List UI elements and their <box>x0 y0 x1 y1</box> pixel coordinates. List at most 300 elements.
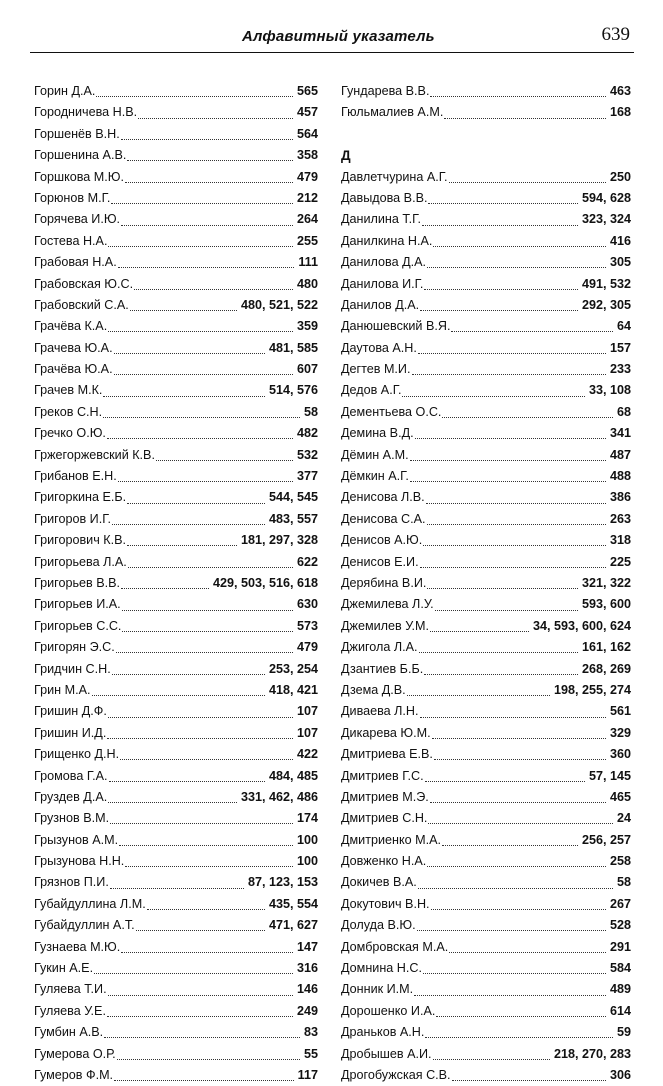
index-entry <box>341 958 631 979</box>
dot-leader <box>128 567 293 568</box>
entry-name: Григорьева Л.А. <box>34 554 127 569</box>
index-entry <box>341 680 631 701</box>
entry-name: Дикарева Ю.М. <box>341 725 431 740</box>
index-entry <box>34 1022 318 1043</box>
entry-name: Грачев М.К. <box>34 383 103 398</box>
dot-leader <box>402 396 584 397</box>
entry-pages: 268, 269 <box>581 661 631 676</box>
index-entry <box>341 530 631 551</box>
dot-leader <box>432 738 606 739</box>
entry-name: Громова Г.А. <box>34 768 108 783</box>
entry-pages: 358 <box>296 148 318 163</box>
entry-pages: 331, 462, 486 <box>240 789 318 804</box>
index-entry <box>341 167 631 188</box>
entry-name: Горшенина А.В. <box>34 148 127 163</box>
entry-pages: 255 <box>296 233 318 248</box>
index-entry <box>341 1022 631 1043</box>
dot-leader <box>431 909 606 910</box>
entry-pages: 305 <box>609 255 631 270</box>
dot-leader <box>104 1037 300 1038</box>
right-index-column <box>341 81 631 1086</box>
entry-name: Дедов А.Г. <box>341 383 402 398</box>
entry-name: Данилкина Н.А. <box>341 233 433 248</box>
dot-leader <box>127 160 293 161</box>
index-entry <box>341 1065 631 1086</box>
dot-leader <box>422 225 578 226</box>
entry-pages: 168 <box>609 105 631 120</box>
index-entry <box>34 744 318 765</box>
entry-name: Гуляева Т.И. <box>34 982 107 997</box>
entry-pages: 532 <box>296 447 318 462</box>
entry-pages: 256, 257 <box>581 832 631 847</box>
index-entry <box>341 380 631 401</box>
entry-pages: 107 <box>296 704 318 719</box>
entry-name: Дмитриев С.Н. <box>341 811 428 826</box>
entry-name: Гржегоржевский К.В. <box>34 447 155 462</box>
entry-pages: 622 <box>296 554 318 569</box>
entry-pages: 489 <box>609 982 631 997</box>
index-entry <box>341 1044 631 1065</box>
index-entry <box>341 252 631 273</box>
dot-leader <box>424 289 578 290</box>
entry-name: Гришин И.Д. <box>34 725 107 740</box>
entry-name: Дмитриев М.Э. <box>341 789 429 804</box>
dot-leader <box>119 845 293 846</box>
entry-pages: 607 <box>296 362 318 377</box>
entry-name: Губайдуллин А.Т. <box>34 918 135 933</box>
index-entry <box>34 209 318 230</box>
dot-leader <box>412 374 606 375</box>
entry-pages: 146 <box>296 982 318 997</box>
entry-name: Грачёва К.А. <box>34 319 108 334</box>
entry-name: Гуляева У.Е. <box>34 1003 106 1018</box>
dot-leader <box>112 524 265 525</box>
entry-name: Григорьев В.В. <box>34 575 121 590</box>
index-entry <box>34 723 318 744</box>
dot-leader <box>121 225 293 226</box>
index-entry <box>34 124 318 145</box>
index-entry <box>341 915 631 936</box>
dot-leader <box>434 759 606 760</box>
entry-name: Грачева Ю.А. <box>34 340 113 355</box>
index-entry <box>341 637 631 658</box>
index-entry <box>34 445 318 466</box>
dot-leader <box>108 995 293 996</box>
entry-name: Горячева И.Ю. <box>34 212 121 227</box>
entry-name: Довженко Н.А. <box>341 854 427 869</box>
entry-name: Джигола Л.А. <box>341 640 418 655</box>
index-entry <box>34 594 318 615</box>
entry-name: Денисова С.А. <box>341 511 426 526</box>
dot-leader <box>449 952 606 953</box>
entry-pages: 107 <box>296 725 318 740</box>
entry-pages: 435, 554 <box>268 896 318 911</box>
entry-pages: 329 <box>609 725 631 740</box>
entry-pages: 33, 108 <box>588 383 631 398</box>
entry-pages: 87, 123, 153 <box>247 875 318 890</box>
dot-leader <box>410 460 606 461</box>
section-gap <box>341 124 631 145</box>
dot-leader <box>94 973 293 974</box>
entry-name: Горшенёв В.Н. <box>34 126 120 141</box>
dot-leader <box>407 695 550 696</box>
entry-pages: 258 <box>609 854 631 869</box>
entry-pages: 565 <box>296 84 318 98</box>
entry-pages: 212 <box>296 190 318 205</box>
dot-leader <box>423 545 606 546</box>
index-entry <box>341 445 631 466</box>
index-entry <box>341 937 631 958</box>
index-entry <box>341 509 631 530</box>
index-entry <box>341 231 631 252</box>
dot-leader <box>108 802 237 803</box>
index-entry <box>34 851 318 872</box>
entry-name: Дмитриева Е.В. <box>341 747 433 762</box>
entry-name: Данилов Д.А. <box>341 297 420 312</box>
entry-name: Домбровская М.А. <box>341 939 449 954</box>
entry-pages: 457 <box>296 105 318 120</box>
entry-name: Дёмкин А.Г. <box>341 469 409 484</box>
index-entry <box>34 252 318 273</box>
index-entry <box>34 937 318 958</box>
entry-name: Дорошенко И.А. <box>341 1003 436 1018</box>
entry-name: Данилова Д.А. <box>341 255 426 270</box>
entry-name: Губайдуллина Л.М. <box>34 896 146 911</box>
entry-pages: 83 <box>303 1025 318 1040</box>
dot-leader <box>426 503 606 504</box>
dot-leader <box>419 652 578 653</box>
dot-leader <box>116 652 293 653</box>
entry-pages: 267 <box>609 896 631 911</box>
entry-name: Дегтев М.И. <box>341 362 411 377</box>
entry-pages: 318 <box>609 533 631 548</box>
entry-name: Гришин Д.Ф. <box>34 704 107 719</box>
index-entry <box>34 145 318 166</box>
index-entry <box>34 680 318 701</box>
entry-name: Докичев В.А. <box>341 875 417 890</box>
dot-leader <box>108 331 293 332</box>
dot-leader <box>436 1016 606 1017</box>
entry-name: Донник И.М. <box>341 982 414 997</box>
entry-name: Грищенко Д.Н. <box>34 747 120 762</box>
index-entry <box>34 616 318 637</box>
entry-name: Грабовская Ю.С. <box>34 276 134 291</box>
index-entry <box>34 1065 318 1086</box>
entry-name: Долуда В.Ю. <box>341 918 416 933</box>
index-entry <box>34 659 318 680</box>
index-entry <box>34 787 318 808</box>
dot-leader <box>430 802 606 803</box>
entry-pages: 34, 593, 600, 624 <box>532 618 631 633</box>
entry-name: Гумеров Ф.М. <box>34 1067 114 1082</box>
entry-name: Данилова И.Г. <box>341 276 424 291</box>
index-entry <box>34 766 318 787</box>
index-entry <box>341 830 631 851</box>
entry-name: Гюльмалиев А.М. <box>341 105 444 120</box>
index-entry <box>341 552 631 573</box>
entry-pages: 157 <box>609 340 631 355</box>
entry-pages: 418, 421 <box>268 682 318 697</box>
index-entry <box>34 530 318 551</box>
entry-pages: 58 <box>616 875 631 890</box>
dot-leader <box>103 417 300 418</box>
dot-leader <box>92 695 265 696</box>
entry-pages: 544, 545 <box>268 490 318 505</box>
index-entry <box>341 295 631 316</box>
index-entry <box>34 509 318 530</box>
index-entry <box>341 723 631 744</box>
dot-leader <box>118 481 293 482</box>
dot-leader <box>130 310 237 311</box>
right-top-entries <box>341 81 631 124</box>
dot-leader <box>118 267 295 268</box>
dot-leader <box>433 246 606 247</box>
entry-name: Гречко О.Ю. <box>34 426 106 441</box>
entry-pages: 564 <box>296 126 318 141</box>
index-entry <box>34 872 318 893</box>
entry-name: Горшкова М.Ю. <box>34 169 125 184</box>
entry-pages: 58 <box>303 404 318 419</box>
entry-pages: 341 <box>609 426 631 441</box>
index-entry <box>341 188 631 209</box>
index-entry <box>341 466 631 487</box>
entry-pages: 479 <box>296 169 318 184</box>
index-entry <box>341 787 631 808</box>
entry-pages: 614 <box>609 1003 631 1018</box>
entry-name: Дмитриев Г.С. <box>341 768 424 783</box>
entry-pages: 147 <box>296 939 318 954</box>
index-entry <box>341 851 631 872</box>
entry-pages: 471, 627 <box>268 918 318 933</box>
entry-name: Данилина Т.Г. <box>341 212 421 227</box>
index-entry <box>341 274 631 295</box>
dot-leader <box>108 717 293 718</box>
entry-pages: 573 <box>296 618 318 633</box>
dot-leader <box>107 738 293 739</box>
entry-name: Даутова А.Н. <box>341 340 417 355</box>
entry-pages: 561 <box>609 704 631 719</box>
entry-pages: 292, 305 <box>581 297 631 312</box>
entry-name: Грызунова Н.Н. <box>34 854 125 869</box>
entry-pages: 253, 254 <box>268 661 318 676</box>
dot-leader <box>423 973 606 974</box>
dot-leader <box>420 717 606 718</box>
dot-leader <box>418 353 606 354</box>
entry-pages: 479 <box>296 640 318 655</box>
entry-pages: 481, 585 <box>268 340 318 355</box>
index-entry <box>34 915 318 936</box>
dot-leader <box>114 374 293 375</box>
index-entry <box>34 188 318 209</box>
dot-leader <box>127 545 237 546</box>
index-entry <box>341 359 631 380</box>
index-entry <box>34 402 318 423</box>
entry-name: Гукин А.Е. <box>34 961 94 976</box>
entry-pages: 68 <box>616 404 631 419</box>
dot-leader <box>414 995 606 996</box>
dot-leader <box>442 845 578 846</box>
index-entry <box>34 1001 318 1022</box>
page-number: 639 <box>601 24 630 45</box>
entry-pages: 465 <box>609 789 631 804</box>
entry-name: Диваева Л.Н. <box>341 704 419 719</box>
dot-leader <box>427 588 578 589</box>
index-entry <box>34 274 318 295</box>
entry-pages: 360 <box>609 747 631 762</box>
entry-pages: 593, 600 <box>581 597 631 612</box>
index-entry <box>341 744 631 765</box>
index-entry <box>341 402 631 423</box>
entry-name: Грузнов В.М. <box>34 811 110 826</box>
entry-pages: 24 <box>616 811 631 826</box>
dot-leader <box>121 588 209 589</box>
index-entry <box>341 316 631 337</box>
entry-name: Денисов Е.И. <box>341 554 419 569</box>
entry-pages: 483, 557 <box>268 511 318 526</box>
dot-leader <box>435 610 578 611</box>
entry-pages: 181, 297, 328 <box>240 533 318 548</box>
entry-name: Гузнаева М.Ю. <box>34 939 121 954</box>
dot-leader <box>427 267 606 268</box>
index-entry <box>341 616 631 637</box>
right-main-entries <box>341 167 631 1086</box>
entry-name: Григоркина Е.Б. <box>34 490 127 505</box>
entry-name: Денисов А.Ю. <box>341 533 423 548</box>
index-entry <box>34 81 318 102</box>
entry-pages: 161, 162 <box>581 640 631 655</box>
entry-pages: 484, 485 <box>268 768 318 783</box>
entry-pages: 491, 532 <box>581 276 631 291</box>
dot-leader <box>122 610 293 611</box>
entry-pages: 488 <box>609 469 631 484</box>
entry-name: Григоров И.Г. <box>34 511 112 526</box>
entry-pages: 359 <box>296 319 318 334</box>
entry-pages: 64 <box>616 319 631 334</box>
index-entry <box>341 81 631 102</box>
entry-pages: 377 <box>296 469 318 484</box>
entry-name: Джемилева Л.У. <box>341 597 434 612</box>
dot-leader <box>420 310 578 311</box>
entry-pages: 463 <box>609 84 631 98</box>
entry-name: Городничева Н.В. <box>34 105 138 120</box>
dot-leader <box>410 481 606 482</box>
dot-leader <box>430 631 529 632</box>
entry-name: Давлетчурина А.Г. <box>341 169 448 184</box>
index-entry <box>34 466 318 487</box>
dot-leader <box>134 289 293 290</box>
dot-leader <box>96 96 293 97</box>
dot-leader <box>112 674 265 675</box>
dot-leader <box>442 417 613 418</box>
dot-leader <box>425 781 585 782</box>
entry-name: Грин М.А. <box>34 682 91 697</box>
entry-pages: 55 <box>303 1046 318 1061</box>
entry-name: Григорьев С.С. <box>34 618 122 633</box>
index-entry <box>34 701 318 722</box>
index-entry <box>34 830 318 851</box>
dot-leader <box>122 631 293 632</box>
index-entry <box>34 808 318 829</box>
entry-name: Грабовая Н.А. <box>34 255 117 270</box>
dot-leader <box>136 930 265 931</box>
entry-pages: 487 <box>609 447 631 462</box>
entry-name: Грабовский С.А. <box>34 297 129 312</box>
index-entry <box>341 808 631 829</box>
entry-name: Давыдова В.В. <box>341 190 428 205</box>
entry-pages: 528 <box>609 918 631 933</box>
index-entry <box>34 316 318 337</box>
dot-leader <box>425 1037 613 1038</box>
dot-leader <box>430 96 606 97</box>
dot-leader <box>125 182 293 183</box>
index-entry <box>34 167 318 188</box>
entry-name: Горин Д.А. <box>34 84 96 98</box>
entry-pages: 57, 145 <box>588 768 631 783</box>
entry-name: Данюшевский В.Я. <box>341 319 451 334</box>
entry-pages: 198, 255, 274 <box>553 682 631 697</box>
entry-pages: 174 <box>296 811 318 826</box>
dot-leader <box>121 139 293 140</box>
entry-name: Григорович К.В. <box>34 533 126 548</box>
entry-name: Драньков А.Н. <box>341 1025 425 1040</box>
index-entry <box>34 637 318 658</box>
entry-name: Домнина Н.С. <box>341 961 422 976</box>
dot-leader <box>424 674 578 675</box>
entry-name: Гундарева В.В. <box>341 84 430 98</box>
dot-leader <box>428 203 577 204</box>
running-header <box>30 22 634 53</box>
entry-pages: 422 <box>296 747 318 762</box>
entry-pages: 249 <box>296 1003 318 1018</box>
dot-leader <box>120 759 293 760</box>
dot-leader <box>156 460 293 461</box>
entry-name: Грызунов А.М. <box>34 832 119 847</box>
index-entry <box>341 594 631 615</box>
dot-leader <box>103 396 265 397</box>
entry-name: Грибанов Е.Н. <box>34 469 117 484</box>
dot-leader <box>107 438 293 439</box>
entry-pages: 117 <box>297 1067 318 1082</box>
entry-name: Дробышев А.И. <box>341 1046 432 1061</box>
entry-pages: 321, 322 <box>581 575 631 590</box>
index-entry <box>34 1044 318 1065</box>
dot-leader <box>415 438 606 439</box>
dot-leader <box>444 118 606 119</box>
index-entry <box>34 338 318 359</box>
index-entry <box>34 552 318 573</box>
index-entry <box>341 1001 631 1022</box>
entry-name: Докутович В.Н. <box>341 896 430 911</box>
index-entry <box>341 659 631 680</box>
dot-leader <box>428 823 613 824</box>
left-index-column <box>34 81 318 1086</box>
entry-pages: 514, 576 <box>268 383 318 398</box>
entry-name: Гостева Н.А. <box>34 233 108 248</box>
dot-leader <box>108 246 293 247</box>
dot-leader <box>111 203 293 204</box>
header-title: Алфавитный указатель <box>242 28 435 45</box>
dot-leader <box>449 182 606 183</box>
entry-name: Дзема Д.В. <box>341 682 406 697</box>
index-entry <box>341 209 631 230</box>
entry-pages: 584 <box>609 961 631 976</box>
index-entry <box>34 979 318 1000</box>
entry-name: Грачёва Ю.А. <box>34 362 113 377</box>
entry-pages: 111 <box>298 255 318 270</box>
index-entry <box>34 894 318 915</box>
entry-pages: 291 <box>609 939 631 954</box>
dot-leader <box>427 866 606 867</box>
